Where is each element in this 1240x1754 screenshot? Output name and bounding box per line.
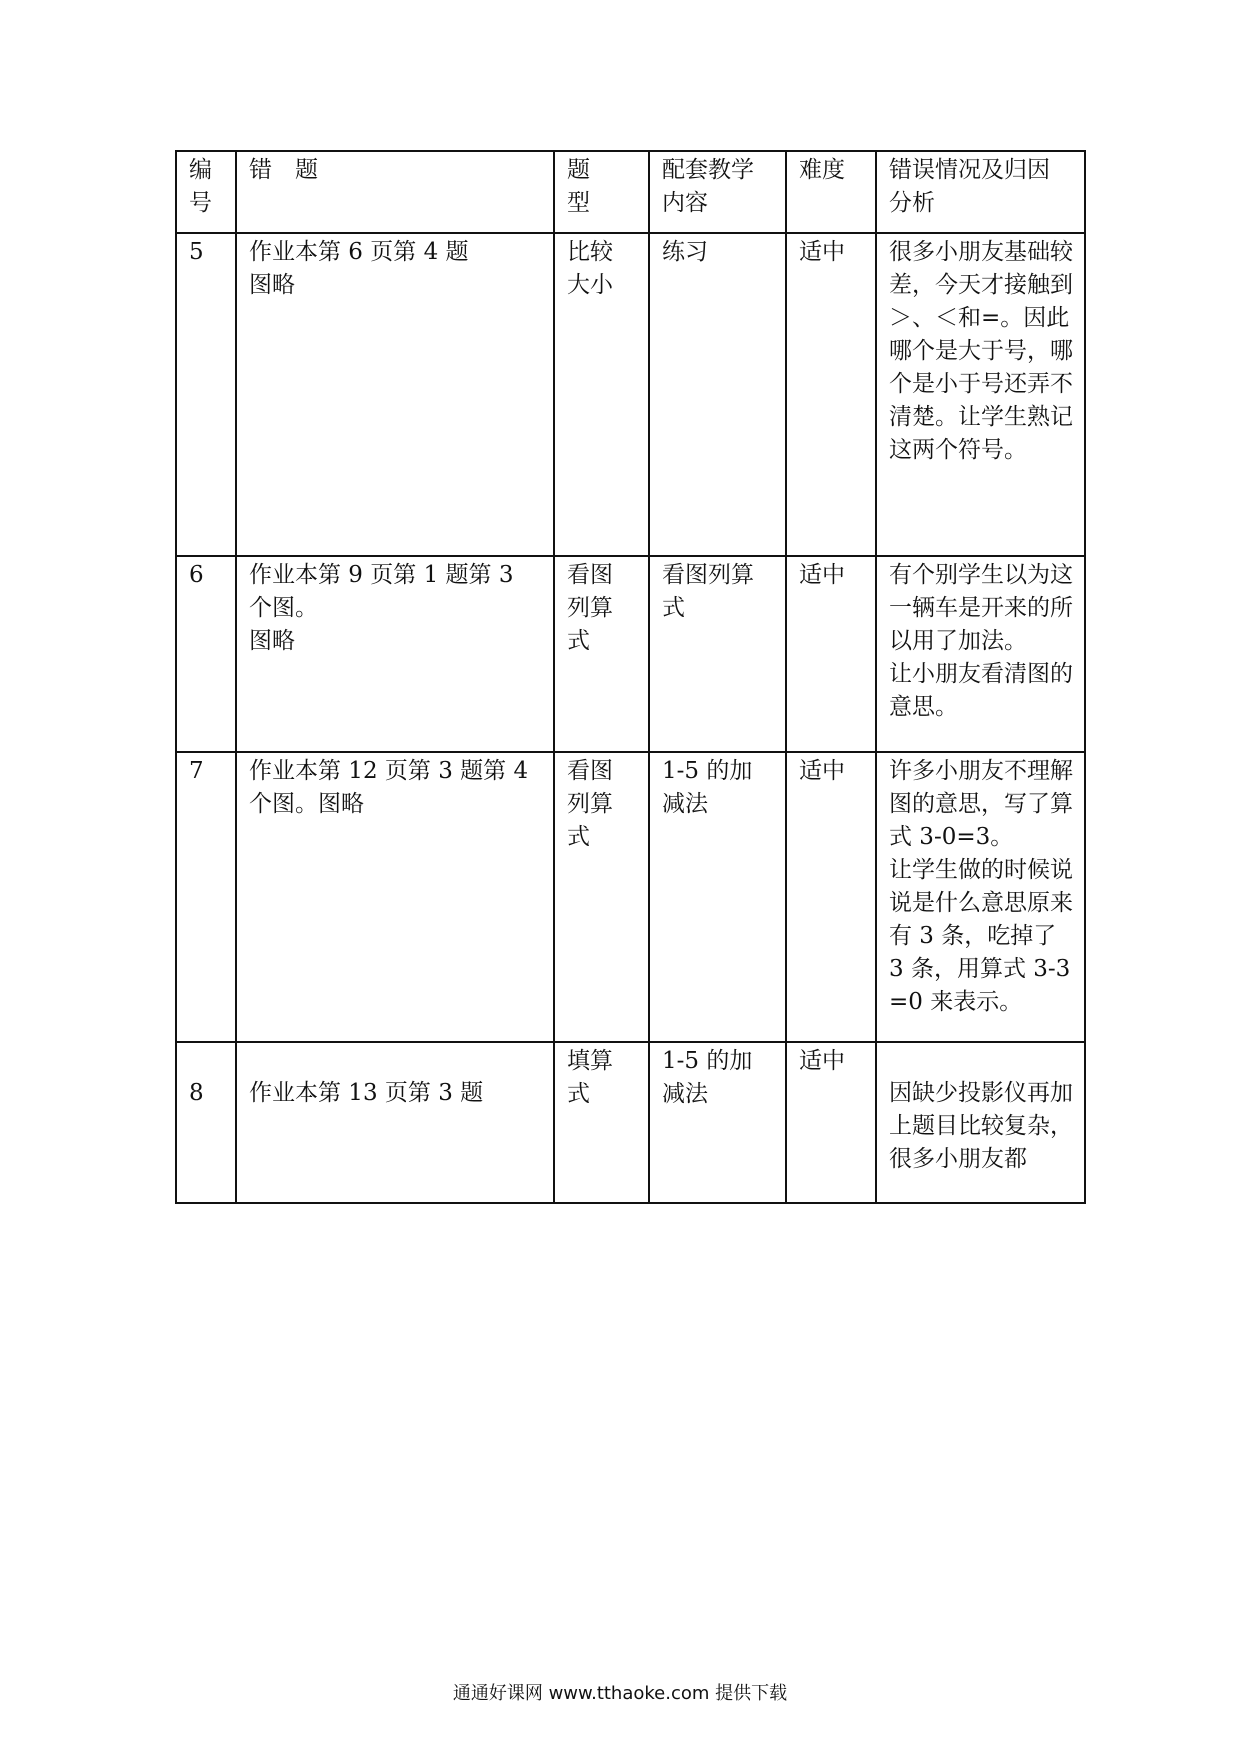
header-cell-analysis: 错误情况及归因 分析 [876,151,1085,233]
row-type-cell: 看图 列算 式 [554,556,649,752]
row-content-cell: 1-5 的加 减法 [649,752,786,1042]
row-difficulty-cell: 适中 [786,1042,876,1203]
table-header-row [176,151,1085,233]
table-row [176,233,1085,556]
header-cell-type: 题 型 [554,151,649,233]
header-cell-number: 编 号 [176,151,236,233]
row-number-cell: 7 [176,752,236,1042]
row-type-cell: 看图 列算 式 [554,752,649,1042]
row-problem-cell: 作业本第 9 页第 1 题第 3 个图。 图略 [236,556,554,752]
row-content-cell: 1-5 的加 减法 [649,1042,786,1203]
error-analysis-table [175,150,1086,1204]
row-analysis-cell: 许多小朋友不理解图的意思，写了算式 3-0=3。 让学生做的时候说说是什么意思原来有 3 条，吃掉了 3 条，用算式 3-3=0 来表示。 [876,752,1085,1042]
row-content-cell: 看图列算 式 [649,556,786,752]
row-number-cell: 6 [176,556,236,752]
row-analysis-cell: 因缺少投影仪再加上题目比较复杂，很多小朋友都 [876,1042,1085,1203]
page-footer: 通通好课网 www.tthaoke.com 提供下载 [452,1683,788,1704]
table-row [176,1042,1085,1203]
row-problem-cell: 作业本第 12 页第 3 题第 4 个图。图略 [236,752,554,1042]
row-problem-cell: 作业本第 6 页第 4 题 图略 [236,233,554,556]
header-cell-content: 配套教学 内容 [649,151,786,233]
header-cell-difficulty: 难度 [786,151,876,233]
row-analysis-cell: 有个别学生以为这一辆车是开来的所以用了加法。 让小朋友看清图的意思。 [876,556,1085,752]
row-difficulty-cell: 适中 [786,752,876,1042]
header-cell-problem: 错 题 [236,151,554,233]
row-number-cell: 8 [176,1042,236,1203]
row-content-cell: 练习 [649,233,786,556]
row-problem-cell: 作业本第 13 页第 3 题 [236,1042,554,1203]
table-row [176,752,1085,1042]
row-number-cell: 5 [176,233,236,556]
row-analysis-cell: 很多小朋友基础较差，今天才接触到＞、＜和=。因此哪个是大于号，哪个是小于号还弄不清楚。让学生熟记这两个符号。 [876,233,1085,556]
row-type-cell: 填算 式 [554,1042,649,1203]
row-type-cell: 比较 大小 [554,233,649,556]
row-difficulty-cell: 适中 [786,556,876,752]
table-row [176,556,1085,752]
row-difficulty-cell: 适中 [786,233,876,556]
